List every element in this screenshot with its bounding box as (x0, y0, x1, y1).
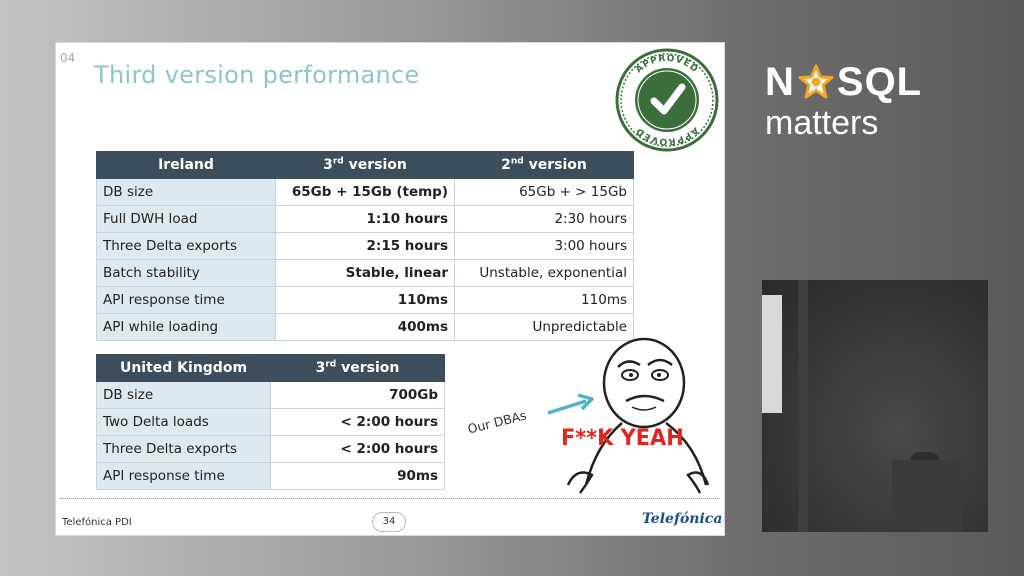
third-version-value: 700Gb (271, 382, 445, 409)
row-label: Batch stability (97, 260, 276, 287)
table-row (97, 233, 634, 260)
third-version-value: < 2:00 hours (271, 436, 445, 463)
footer-company: Telefónica PDI (62, 517, 132, 528)
ireland-table-header (97, 152, 634, 179)
header-cell: 3rd version (276, 152, 455, 179)
third-version-value: 65Gb + 15Gb (temp) (276, 179, 455, 206)
star-icon (797, 63, 835, 101)
brand-letter-n: N (765, 60, 795, 104)
brand-matters: matters (765, 104, 879, 142)
row-label: API while loading (97, 314, 276, 341)
ireland-table (96, 151, 634, 341)
row-label: API response time (97, 463, 271, 490)
second-version-value: 2:30 hours (455, 206, 634, 233)
row-label: Two Delta loads (97, 409, 271, 436)
brand-sql: SQL (836, 60, 923, 104)
second-version-value: Unstable, exponential (455, 260, 634, 287)
table-row (97, 206, 634, 233)
footer-logo: Telefónica (642, 511, 723, 527)
third-version-value: 90ms (271, 463, 445, 490)
table-row (97, 409, 445, 436)
page-number: 34 (372, 512, 406, 532)
row-label: API response time (97, 287, 276, 314)
video-beam (798, 280, 808, 532)
projection-screen (762, 295, 782, 413)
third-version-value: 400ms (276, 314, 455, 341)
header-cell: Ireland (97, 152, 276, 179)
slide-title: Third version performance (94, 61, 420, 89)
second-version-value: 110ms (455, 287, 634, 314)
slide-number: 04 (60, 51, 76, 65)
table-row (97, 436, 445, 463)
uk-table (96, 354, 445, 490)
table-row (97, 382, 445, 409)
approved-seal-icon (614, 47, 720, 153)
meme-label: Our DBAs (466, 407, 528, 437)
seal-text-top: APPROVED (634, 53, 700, 76)
header-cell: 2nd version (455, 152, 634, 179)
presentation-slide (55, 42, 725, 536)
row-label: Full DWH load (97, 206, 276, 233)
third-version-value: Stable, linear (276, 260, 455, 287)
header-cell: United Kingdom (97, 355, 271, 382)
meme-caption: F**K YEAH (561, 426, 684, 451)
table-row (97, 287, 634, 314)
speaker-video-feed (762, 280, 988, 532)
nosql-matters-logo (765, 58, 995, 148)
third-version-value: 1:10 hours (276, 206, 455, 233)
row-label: Three Delta exports (97, 436, 271, 463)
second-version-value: 65Gb + > 15Gb (455, 179, 634, 206)
header-cell: 3rd version (271, 355, 445, 382)
uk-table-header (97, 355, 445, 382)
third-version-value: 110ms (276, 287, 455, 314)
row-label: DB size (97, 382, 271, 409)
row-label: DB size (97, 179, 276, 206)
seal-text-bottom: APPROVED (634, 124, 700, 147)
arrow-icon (546, 393, 596, 417)
table-row (97, 260, 634, 287)
row-label: Three Delta exports (97, 233, 276, 260)
third-version-value: 2:15 hours (276, 233, 455, 260)
second-version-value: 3:00 hours (455, 233, 634, 260)
third-version-value: < 2:00 hours (271, 409, 445, 436)
second-version-value: Unpredictable (455, 314, 634, 341)
footer-divider (60, 498, 720, 499)
table-row (97, 463, 445, 490)
table-row (97, 314, 634, 341)
table-row (97, 179, 634, 206)
podium (892, 460, 962, 532)
